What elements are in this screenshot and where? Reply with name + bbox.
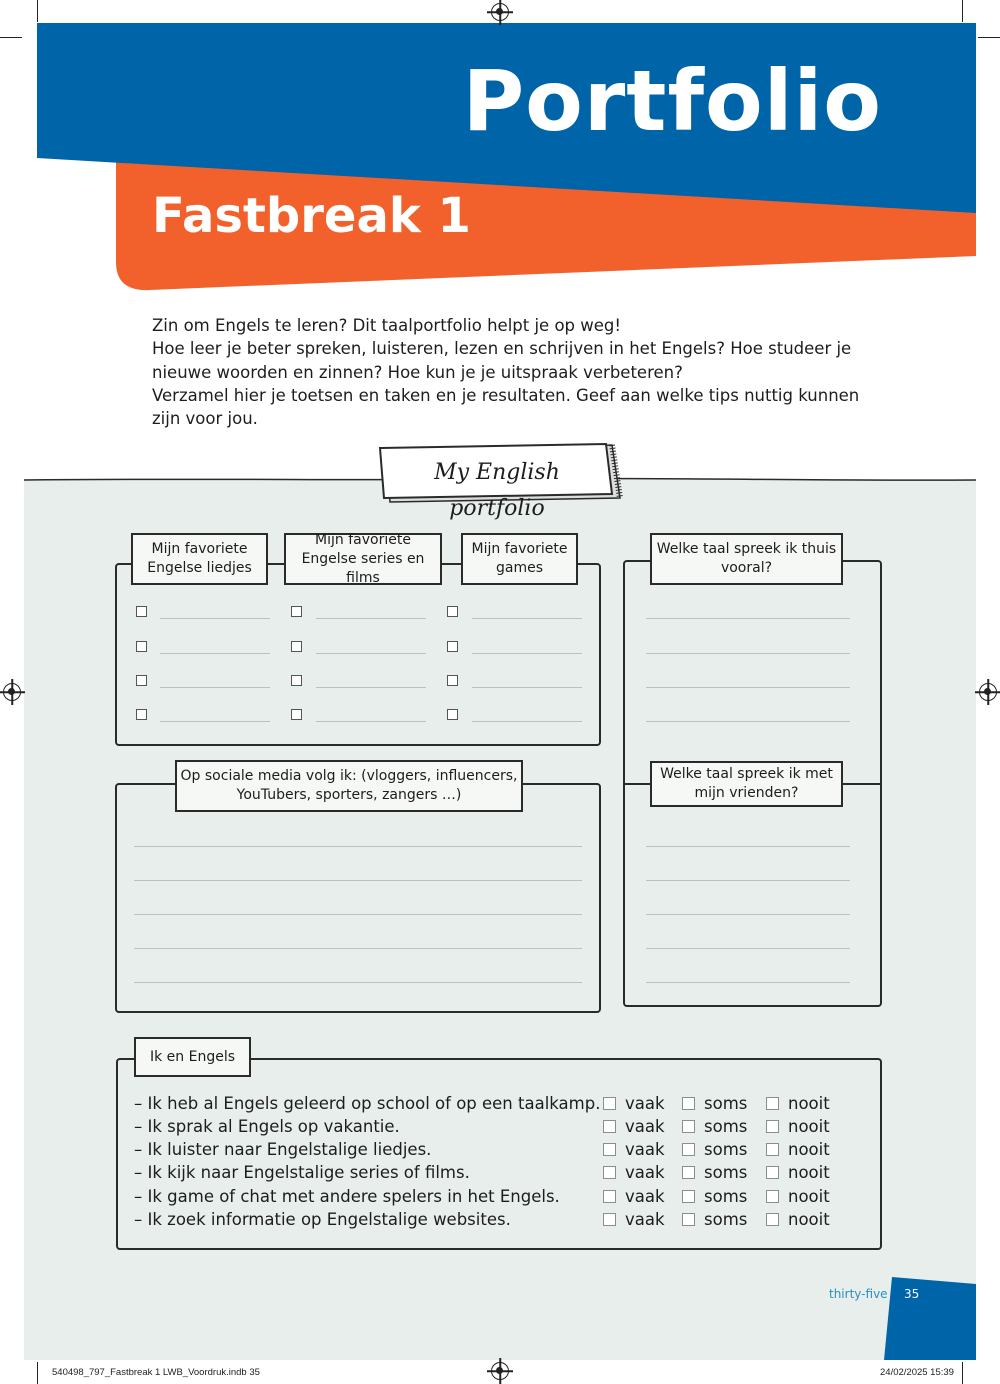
soms-checkbox[interactable] bbox=[682, 1166, 695, 1179]
write-line[interactable] bbox=[646, 914, 850, 915]
checkbox[interactable] bbox=[136, 606, 147, 617]
crop-mark bbox=[37, 0, 38, 22]
print-slug-date: 24/02/2025 15:39 bbox=[880, 1367, 954, 1378]
soms-label: soms bbox=[704, 1163, 748, 1182]
vaak-checkbox[interactable] bbox=[603, 1097, 616, 1110]
nooit-label: nooit bbox=[788, 1187, 830, 1206]
crop-mark bbox=[0, 37, 22, 38]
vaak-checkbox[interactable] bbox=[603, 1120, 616, 1133]
games-label: Mijn favoriete games bbox=[461, 533, 578, 585]
checkbox[interactable] bbox=[291, 709, 302, 720]
statement: – Ik zoek informatie op Engelstalige websites. bbox=[134, 1210, 511, 1229]
nooit-checkbox[interactable] bbox=[766, 1166, 779, 1179]
nooit-checkbox[interactable] bbox=[766, 1213, 779, 1226]
checkbox[interactable] bbox=[447, 606, 458, 617]
intro-line: Hoe leer je beter spreken, luisteren, lezen en schrijven in het Engels? Hoe studeer je nieuwe woorden en zinnen? Hoe kun je je uitspraak verbeteren? bbox=[152, 339, 852, 382]
registration-mark-icon bbox=[491, 1362, 509, 1380]
statement: – Ik luister naar Engelstalige liedjes. bbox=[134, 1140, 432, 1159]
vaak-label: vaak bbox=[625, 1140, 665, 1159]
nooit-label: nooit bbox=[788, 1094, 830, 1113]
vaak-checkbox[interactable] bbox=[603, 1213, 616, 1226]
checkbox[interactable] bbox=[447, 709, 458, 720]
crop-mark bbox=[962, 1362, 963, 1384]
checkbox[interactable] bbox=[291, 606, 302, 617]
checkbox[interactable] bbox=[136, 641, 147, 652]
write-line[interactable] bbox=[646, 880, 850, 881]
vaak-label: vaak bbox=[625, 1210, 665, 1229]
write-line[interactable] bbox=[160, 721, 270, 722]
statement: – Ik sprak al Engels op vakantie. bbox=[134, 1117, 400, 1136]
write-line[interactable] bbox=[160, 653, 270, 654]
nooit-label: nooit bbox=[788, 1140, 830, 1159]
vaak-checkbox[interactable] bbox=[603, 1143, 616, 1156]
page-tab bbox=[884, 1277, 976, 1360]
intro-line: Verzamel hier je toetsen en taken en je resultaten. Geef aan welke tips nuttig kunnen zijn voor jou. bbox=[152, 385, 860, 429]
write-line[interactable] bbox=[646, 618, 850, 619]
checkbox[interactable] bbox=[136, 675, 147, 686]
write-line[interactable] bbox=[134, 982, 582, 983]
nooit-checkbox[interactable] bbox=[766, 1190, 779, 1203]
print-slug-file: 540498_797_Fastbreak 1 LWB_Voordruk.indb 35 bbox=[52, 1367, 260, 1378]
write-line[interactable] bbox=[134, 914, 582, 915]
write-line[interactable] bbox=[646, 721, 850, 722]
registration-mark-icon bbox=[3, 683, 21, 701]
write-line[interactable] bbox=[160, 687, 270, 688]
favorites-box bbox=[115, 563, 601, 746]
nooit-label: nooit bbox=[788, 1163, 830, 1182]
write-line[interactable] bbox=[134, 948, 582, 949]
songs-label: Mijn favoriete Engelse liedjes bbox=[131, 533, 268, 585]
vaak-label: vaak bbox=[625, 1094, 665, 1113]
intro-line: Zin om Engels te leren? Dit taalportfolio helpt je op weg! bbox=[152, 316, 621, 335]
write-line[interactable] bbox=[646, 948, 850, 949]
page-number: 35 bbox=[904, 1287, 920, 1301]
vaak-label: vaak bbox=[625, 1163, 665, 1182]
home-language-label: Welke taal spreek ik thuis vooral? bbox=[650, 533, 843, 585]
vaak-label: vaak bbox=[625, 1187, 665, 1206]
soms-checkbox[interactable] bbox=[682, 1190, 695, 1203]
soms-label: soms bbox=[704, 1140, 748, 1159]
crop-mark bbox=[962, 0, 963, 22]
write-line[interactable] bbox=[472, 653, 582, 654]
section-subtitle: Fastbreak 1 bbox=[152, 188, 471, 244]
checkbox[interactable] bbox=[447, 641, 458, 652]
soms-checkbox[interactable] bbox=[682, 1120, 695, 1133]
write-line[interactable] bbox=[472, 687, 582, 688]
registration-mark-icon bbox=[979, 683, 997, 701]
write-line[interactable] bbox=[316, 618, 426, 619]
checkbox[interactable] bbox=[291, 641, 302, 652]
write-line[interactable] bbox=[134, 846, 582, 847]
write-line[interactable] bbox=[316, 653, 426, 654]
write-line[interactable] bbox=[472, 721, 582, 722]
registration-mark-icon bbox=[491, 3, 509, 21]
statement: – Ik kijk naar Engelstalige series of films. bbox=[134, 1163, 470, 1182]
crop-mark bbox=[37, 1362, 38, 1384]
soms-label: soms bbox=[704, 1094, 748, 1113]
vaak-checkbox[interactable] bbox=[603, 1166, 616, 1179]
write-line[interactable] bbox=[134, 880, 582, 881]
intro-text bbox=[152, 314, 872, 430]
friends-language-label: Welke taal spreek ik met mijn vrienden? bbox=[650, 761, 843, 807]
soms-checkbox[interactable] bbox=[682, 1213, 695, 1226]
page-title: Portfolio bbox=[462, 52, 882, 150]
ik-en-engels-label: Ik en Engels bbox=[134, 1037, 251, 1077]
page-number-word: thirty-five bbox=[829, 1287, 888, 1301]
checkbox[interactable] bbox=[447, 675, 458, 686]
series-label: Mijn favoriete Engelse series en films bbox=[284, 533, 442, 585]
soms-label: soms bbox=[704, 1187, 748, 1206]
write-line[interactable] bbox=[472, 618, 582, 619]
portfolio-banner-title: My English portfolio bbox=[434, 460, 560, 521]
soms-checkbox[interactable] bbox=[682, 1097, 695, 1110]
write-line[interactable] bbox=[646, 846, 850, 847]
checkbox[interactable] bbox=[291, 675, 302, 686]
nooit-label: nooit bbox=[788, 1210, 830, 1229]
statement: – Ik heb al Engels geleerd op school of op een taalkamp. bbox=[134, 1094, 601, 1113]
vaak-checkbox[interactable] bbox=[603, 1190, 616, 1203]
statement: – Ik game of chat met andere spelers in het Engels. bbox=[134, 1187, 560, 1206]
nooit-checkbox[interactable] bbox=[766, 1143, 779, 1156]
write-line[interactable] bbox=[646, 687, 850, 688]
write-line[interactable] bbox=[316, 721, 426, 722]
crop-mark bbox=[978, 37, 1000, 38]
write-line[interactable] bbox=[646, 653, 850, 654]
write-line[interactable] bbox=[646, 982, 850, 983]
soms-checkbox[interactable] bbox=[682, 1143, 695, 1156]
write-line[interactable] bbox=[316, 687, 426, 688]
nooit-checkbox[interactable] bbox=[766, 1097, 779, 1110]
write-line[interactable] bbox=[160, 618, 270, 619]
checkbox[interactable] bbox=[136, 709, 147, 720]
soms-label: soms bbox=[704, 1117, 748, 1136]
vaak-label: vaak bbox=[625, 1117, 665, 1136]
nooit-label: nooit bbox=[788, 1117, 830, 1136]
soms-label: soms bbox=[704, 1210, 748, 1229]
social-media-box bbox=[115, 783, 601, 1013]
social-media-label: Op sociale media volg ik: (vloggers, influencers, YouTubers, sporters, zangers …) bbox=[175, 760, 523, 812]
nooit-checkbox[interactable] bbox=[766, 1120, 779, 1133]
